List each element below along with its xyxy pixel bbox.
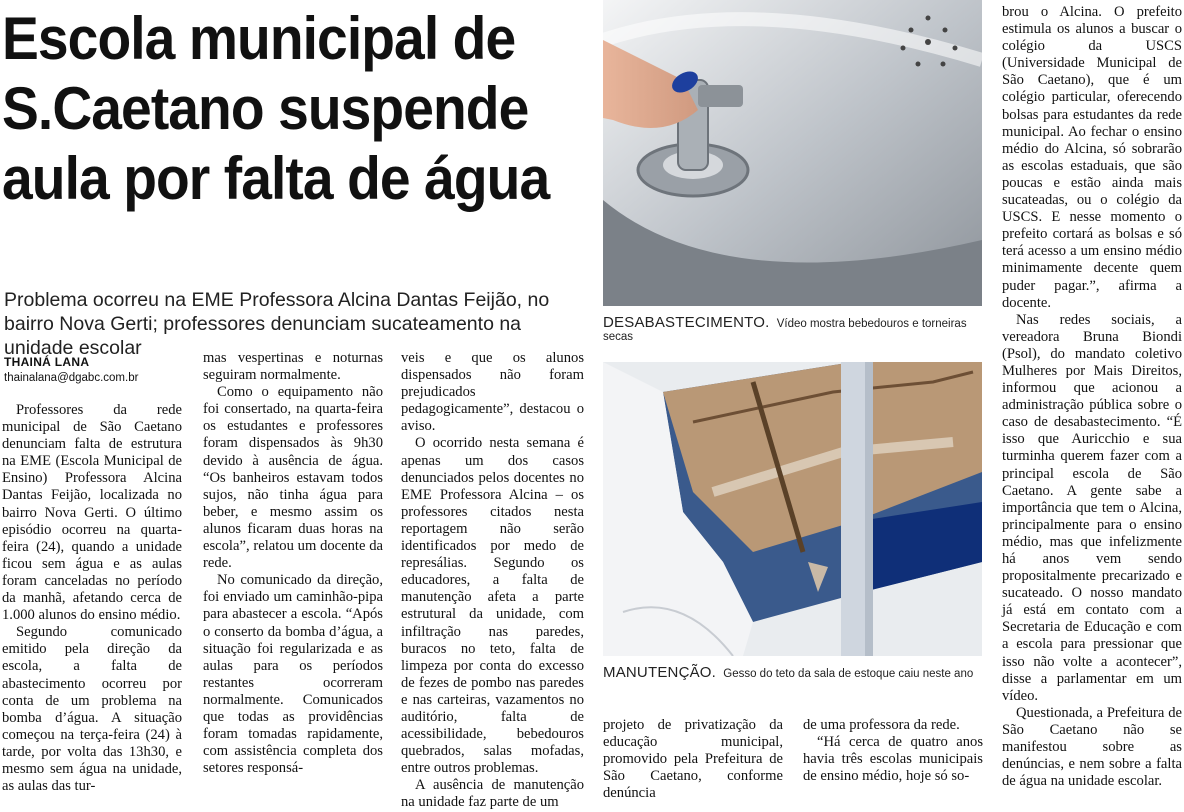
paragraph: Professores da rede municipal de São Caetano denunciam falta de estrutura na EME (Escola Municipal de Ensino) Professora Alcina Dantas Feijão, localizada no bairro Nova Gerti. O último episódio ocorreu na quarta-feira (24), quando a unidade ficou sem água e as aulas foram canceladas no período da manhã, afetando cerca de 1.000 alunos do ensino médio. xyxy=(2,402,182,624)
paragraph: A ausência de manutenção na unidade faz parte de um xyxy=(401,777,584,811)
headline-line-3: aula por falta de água xyxy=(2,145,550,212)
caption-text: Vídeo mostra bebedouros e torneiras secas xyxy=(603,318,967,343)
paragraph: O ocorrido nesta semana é apenas um dos casos denunciados pelos docentes no EME Professora Alcina – os professores citados nesta reportagem não serão identificados por medo de represálias. Segundo os educadores, a falta de manutenção afeta a parte estrutural da unidade, com infiltração nas paredes, buracos no teto, falta de limpeza por conta do excesso de fezes de pombo nas paredes e nas carteiras, vazamentos no auditório, falta de acessibilidade, bebedouros quebrados, salas mofadas, entre outros problemas. xyxy=(401,435,584,777)
broken-ceiling-image xyxy=(603,362,982,656)
paragraph: projeto de privatização da educação municipal, promovido pela Prefeitura de São Caetano, conforme denúncia xyxy=(603,717,783,802)
headline-line-1: Escola municipal de xyxy=(2,5,516,72)
headline-line-2: S.Caetano suspende xyxy=(2,75,529,142)
photo-caption-1 xyxy=(603,314,983,343)
headline xyxy=(2,4,550,214)
photo-broken-ceiling xyxy=(603,362,982,656)
subheadline: Problema ocorreu na EME Professora Alcina Dantas Feijão, no bairro Nova Gerti; professores denunciam sucateamento na unidade escolar xyxy=(4,289,550,359)
article-column-4 xyxy=(603,717,783,802)
article-column-2 xyxy=(203,350,383,777)
paragraph: brou o Alcina. O prefeito estimula os alunos a buscar o colégio da USCS (Universidade Municipal de São Caetano), que é um colégio particular, oferecendo bolsas para estudantes da rede municipal. Ao fechar o ensino médio do Alcina, só sobrarão as escolas estaduais, que são poucas e estão ainda mais sucateadas, ou o colégio da USCS. E nesse momento o prefeito cortará as bolsas e só terá acesso a um ensino médio minimamente decente quem puder pagar.”, afirma a docente. xyxy=(1002,4,1182,311)
paragraph: mas vespertinas e noturnas seguiram normalmente. xyxy=(203,350,383,384)
paragraph: de uma professora da rede. xyxy=(803,717,960,733)
photo-caption-2 xyxy=(603,664,983,681)
article-column-6 xyxy=(1002,4,1182,790)
paragraph: Questionada, a Prefeitura de São Caetano não se manifestou sobre as denúncias, e nem sobre a falta de água na unidade escolar. xyxy=(1002,704,1182,790)
caption-label: MANUTENÇÃO. xyxy=(603,664,717,681)
paragraph: Segundo comunicado emitido pela direção da escola, a falta de abastecimento ocorreu por conta de um problema na bomba d’água. A situação começou na terça-feira (24) à tarde, por volta das 13h30, e mesmo sem água na unidade, as aulas das tur- xyxy=(2,624,182,795)
caption-text: Gesso do teto da sala de estoque caiu neste ano xyxy=(723,668,974,680)
article-column-5 xyxy=(803,717,983,785)
paragraph: No comunicado da direção, foi enviado um caminhão-pipa para abastecer a escola. “Após o conserto da bomba d’água, a situação foi regularizada e as aulas para os períodos restantes ocorreram normalmente. Comunicados que todas as providências foram tomadas rapidamente, com assistência completa dos setores responsá- xyxy=(203,572,383,777)
paragraph: veis e que os alunos dispensados não foram prejudicados pedagogicamente”, destacou o aviso. xyxy=(401,350,584,435)
photo-drinking-fountain xyxy=(603,0,982,306)
paragraph: Como o equipamento não foi consertado, na quarta-feira os estudantes e professores foram dispensados às 9h30 devido à ausência de água. “Os banheiros estavam todos sujos, não tinha água para beber, e mesmo assim os alunos ficaram duas horas na escola”, relatou um docente da rede. xyxy=(203,384,383,572)
author-byline: THAINÁ LANA xyxy=(4,355,90,369)
author-email[interactable]: thainalana@dgabc.com.br xyxy=(4,372,139,384)
paragraph: “Há cerca de quatro anos havia três escolas municipais de ensino médio, hoje só so- xyxy=(803,734,983,785)
paragraph: Nas redes sociais, a vereadora Bruna Biondi (Psol), do mandato coletivo Mulheres por Mais Direitos, informou que acionou a administração pública sobre o caso de desabastecimento. “É isso que Auricchio e sua turminha querem fazer com a principal escola de São Caetano. A gente sabe a importância que tem o Alcina, principalmente para o ensino médio, mas que infelizmente há anos vem sendo propositalmente precarizado e sucateado. O nosso mandato já está em contato com a Secretaria de Educação e com a escola para pressionar que isso não volte a acontecer”, disse a parlamentar em um vídeo. xyxy=(1002,311,1182,704)
drinking-fountain-image xyxy=(603,0,982,306)
article-column-3 xyxy=(401,350,584,812)
caption-label: DESABASTECIMENTO. xyxy=(603,314,770,331)
article-column-1 xyxy=(2,402,182,795)
